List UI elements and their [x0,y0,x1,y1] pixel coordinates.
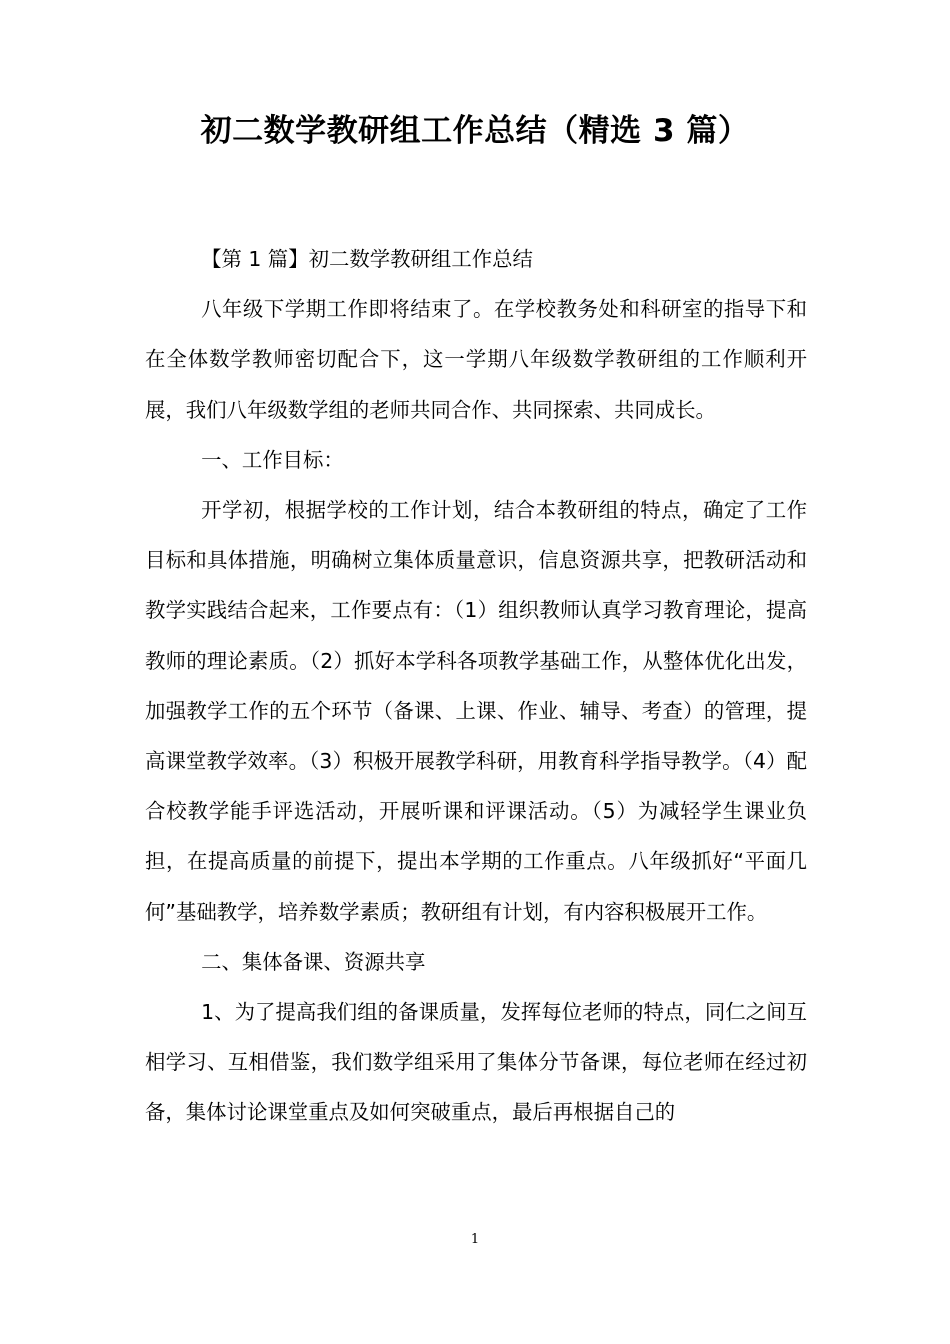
paragraph-collective-prep: 1、为了提高我们组的备课质量，发挥每位老师的特点，同仁之间互相学习、互相借鉴，我们数学组采用了集体分节备课，每位老师在经过初备，集体讨论课堂重点及如何突破重点，最后再根据自己的 [145,1000,807,1125]
section-heading-work-goals: 一、工作目标： [201,447,344,472]
paragraph-work-goals: 开学初，根据学校的工作计划，结合本教研组的特点，确定了工作目标和具体措施，明确树立集体质量意识，信息资源共享，把教研活动和教学实践结合起来，工作要点有：（1）组织教师认真学习教育理论，提高教师的理论素质。（2）抓好本学科各项教学基础工作，从整体优化出发，加强教学工作的五个环节（备课、上课、作业、辅导、考查）的管理，提高课堂教学效率。（3）积极开展教学科研，用教育科学指导教学。（4）配合校教学能手评选活动，开展听课和评课活动。（5）为减轻学生课业负担，在提高质量的前提下，提出本学期的工作重点。八年级抓好“平面几何”基础教学，培养数学素质；教研组有计划，有内容积极展开工作。 [145,498,807,924]
section-heading-collective-prep: 二、集体备课、资源共享 [201,949,426,974]
paragraph-intro: 八年级下学期工作即将结束了。在学校教务处和科研室的指导下和在全体数学教师密切配合下，这一学期八年级数学教研组的工作顺利开展，我们八年级数学组的老师共同合作、共同探索、共同成长。 [145,297,807,422]
section-heading-part-1: 【第 1 篇】初二数学教研组工作总结 [201,247,533,271]
document-body [145,234,807,1138]
document-title: 初二数学教研组工作总结（精选 3 篇） [200,113,750,149]
page-number: 1 [470,1232,480,1247]
